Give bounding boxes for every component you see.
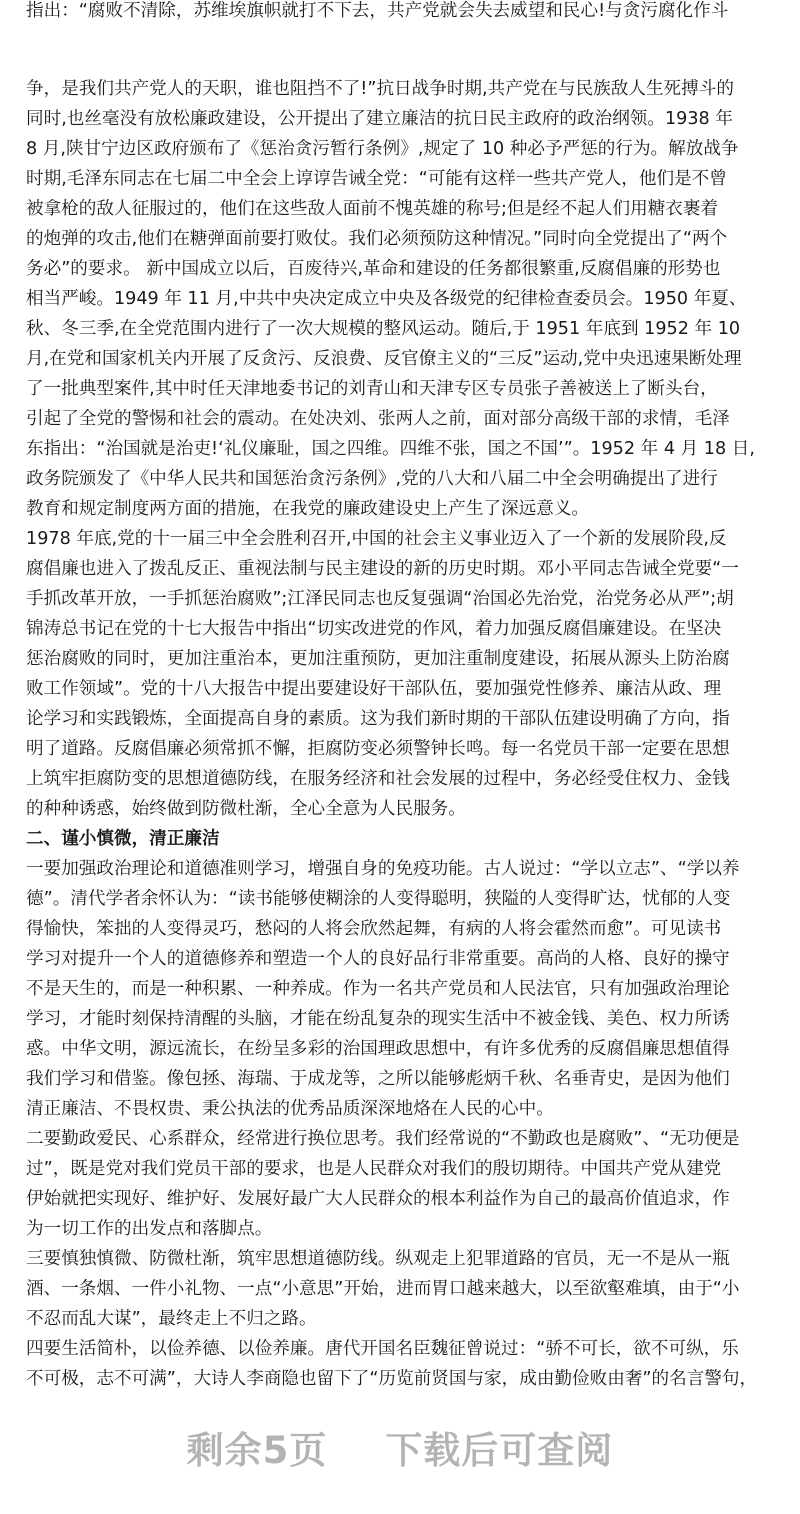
remaining-pages-label: 剩余5页 [186, 1429, 328, 1472]
section-line: 二要勤政爱民、心系群众，经常进行换位思考。我们经常说的“不勤政也是腐败”、“无功便是 [26, 1129, 740, 1149]
body-line: 腐倡廉也进入了拨乱反正、重视法制与民主建设的新的历史时期。邓小平同志告诫全党要“一 [26, 559, 739, 579]
body-line: 争，是我们共产党人的天职，谁也阻挡不了!”抗日战争时期,共产党在与民族敌人生死搏斗的 [26, 79, 734, 99]
body-line: 引起了全党的警惕和社会的震动。在处决刘、张两人之前，面对部分高级干部的求情，毛泽 [26, 409, 730, 429]
body-line: 论学习和实践锻炼，全面提高自身的素质。这为我们新时期的干部队伍建设明确了方向，指 [26, 709, 730, 729]
body-line: 教育和规定制度两方面的措施，在我党的廉政建设史上产生了深远意义。 [26, 499, 590, 519]
download-banner[interactable] [0, 1420, 800, 1474]
body-line: 务必”的要求。 新中国成立以后，百废待兴,革命和建设的任务都很繁重,反腐倡廉的形势也 [26, 259, 721, 279]
body-line: 秋、冬三季,在全党范围内进行了一次大规模的整风运动。随后,于 1951 年底到 1952 年 10 [26, 319, 741, 339]
section-line: 不可极，志不可满”，大诗人李商隐也留下了“历览前贤国与家，成由勤俭败由奢”的名言警句， [26, 1369, 758, 1389]
body-line: 锦涛总书记在党的十七大报告中指出“切实改进党的作风，着力加强反腐倡廉建设。在坚决 [26, 619, 722, 639]
body-line: 月,在党和国家机关内开展了反贪污、反浪费、反官僚主义的“三反”运动,党中央迅速果断处理 [26, 349, 742, 369]
section-line: 三要慎独慎微、防微杜渐，筑牢思想道德防线。纵观走上犯罪道路的官员，无一不是从一瓶 [26, 1249, 730, 1269]
section-heading: 二、谨小慎微，清正廉洁 [26, 829, 220, 849]
body-line: 手抓改革开放，一手抓惩治腐败”;江泽民同志也反复强调“治国必先治党，治党务必从严”;胡 [26, 589, 734, 609]
body-line: 8 月,陕甘宁边区政府颁布了《惩治贪污暂行条例》,规定了 10 种必予严惩的行为。解放战争 [26, 139, 739, 159]
section-line: 不忍而乱大谋”，最终走上不归之路。 [26, 1309, 317, 1329]
download-prompt-label[interactable]: 下载后可查阅 [385, 1429, 614, 1472]
section-line: 酒、一条烟、一件小礼物、一点“小意思”开始，进而胃口越来越大，以至欲壑难填，由于“小 [26, 1279, 740, 1299]
section-line: 得愉快，笨拙的人变得灵巧，愁闷的人将会欣然起舞，有病的人将会霍然而愈”。可见读书 [26, 919, 722, 939]
section-line: 惑。中华文明，源远流长，在纷呈多彩的治国理政思想中，有许多优秀的反腐倡廉思想值得 [26, 1039, 730, 1059]
body-line: 时期,毛泽东同志在七届二中全会上谆谆告诫全党：“可能有这样一些共产党人，他们是不曾 [26, 169, 727, 189]
section-line: 为一切工作的出发点和落脚点。 [26, 1219, 273, 1239]
section-line: 清正廉洁、不畏权贵、秉公执法的优秀品质深深地烙在人民的心中。 [26, 1099, 554, 1119]
section-line: 四要生活简朴，以俭养德、以俭养廉。唐代开国名臣魏征曾说过：“骄不可长，欲不可纵，乐 [26, 1339, 739, 1359]
body-line: 的炮弹的攻击,他们在糖弹面前要打败仗。我们必须预防这种情况。”同时向全党提出了“两个 [26, 229, 728, 249]
body-line: 的种种诱惑，始终做到防微杜渐，全心全意为人民服务。 [26, 799, 466, 819]
section-line: 德”。清代学者余怀认为：“读书能够使糊涂的人变得聪明，狭隘的人变得旷达，忧郁的人变 [26, 889, 731, 909]
section-line: 不是天生的，而是一种积累、一种养成。作为一名共产党员和人民法官，只有加强政治理论 [26, 979, 730, 999]
body-line: 被拿枪的敌人征服过的，他们在这些敌人面前不愧英雄的称号;但是经不起人们用糖衣裹着 [26, 199, 719, 219]
document-body [26, 74, 778, 1394]
body-line: 东指出：“治国就是治吏!‘礼仪廉耻，国之四维。四维不张，国之不国’”。1952 年 4 月 18 日, [26, 439, 755, 459]
body-line: 上筑牢拒腐防变的思想道德防线，在服务经济和社会发展的过程中，务必经受住权力、金钱 [26, 769, 730, 789]
body-line: 惩治腐败的同时，更加注重治本，更加注重预防，更加注重制度建设，拓展从源头上防治腐 [26, 649, 730, 669]
body-line: 相当严峻。1949 年 11 月,中共中央决定成立中央及各级党的纪律检查委员会。1950 年夏、 [26, 289, 747, 309]
section-line: 过”，既是党对我们党员干部的要求，也是人民群众对我们的殷切期待。中国共产党从建党 [26, 1159, 722, 1179]
body-line: 政务院颁发了《中华人民共和国惩治贪污条例》,党的八大和八届二中全会明确提出了进行 [26, 469, 718, 489]
section-line: 伊始就把实现好、维护好、发展好最广大人民群众的根本利益作为自己的最高价值追求，作 [26, 1189, 730, 1209]
section-line: 我们学习和借鉴。像包拯、海瑞、于成龙等，之所以能够彪炳千秋、名垂青史，是因为他们 [26, 1069, 730, 1089]
body-line: 败工作领域”。党的十八大报告中提出要建设好干部队伍，要加强党性修养、廉洁从政、理 [26, 679, 722, 699]
section-line: 学习，才能时刻保持清醒的头脑，才能在纷乱复杂的现实生活中不被金钱、美色、权力所诱 [26, 1009, 730, 1029]
body-line: 了一批典型案件,其中时任天津地委书记的刘青山和天津专区专员张子善被送上了断头台， [26, 379, 718, 399]
document-top-line: 指出：“腐败不清除，苏维埃旗帜就打不下去，共产党就会失去威望和民心!与贪污腐化作斗 [26, 1, 729, 21]
body-line: 1978 年底,党的十一届三中全会胜利召开,中国的社会主义事业迈入了一个新的发展阶段,反 [26, 529, 727, 549]
section-line: 一要加强政治理论和道德准则学习，增强自身的免疫功能。古人说过：“学以立志”、“学以养 [26, 859, 740, 879]
body-line: 明了道路。反腐倡廉必须常抓不懈，拒腐防变必须警钟长鸣。每一名党员干部一定要在思想 [26, 739, 730, 759]
body-line: 同时,也丝毫没有放松廉政建设，公开提出了建立廉洁的抗日民主政府的政治纲领。1938 年 [26, 109, 733, 129]
section-line: 学习对提升一个人的道德修养和塑造一个人的良好品行非常重要。高尚的人格、良好的操守 [26, 949, 730, 969]
